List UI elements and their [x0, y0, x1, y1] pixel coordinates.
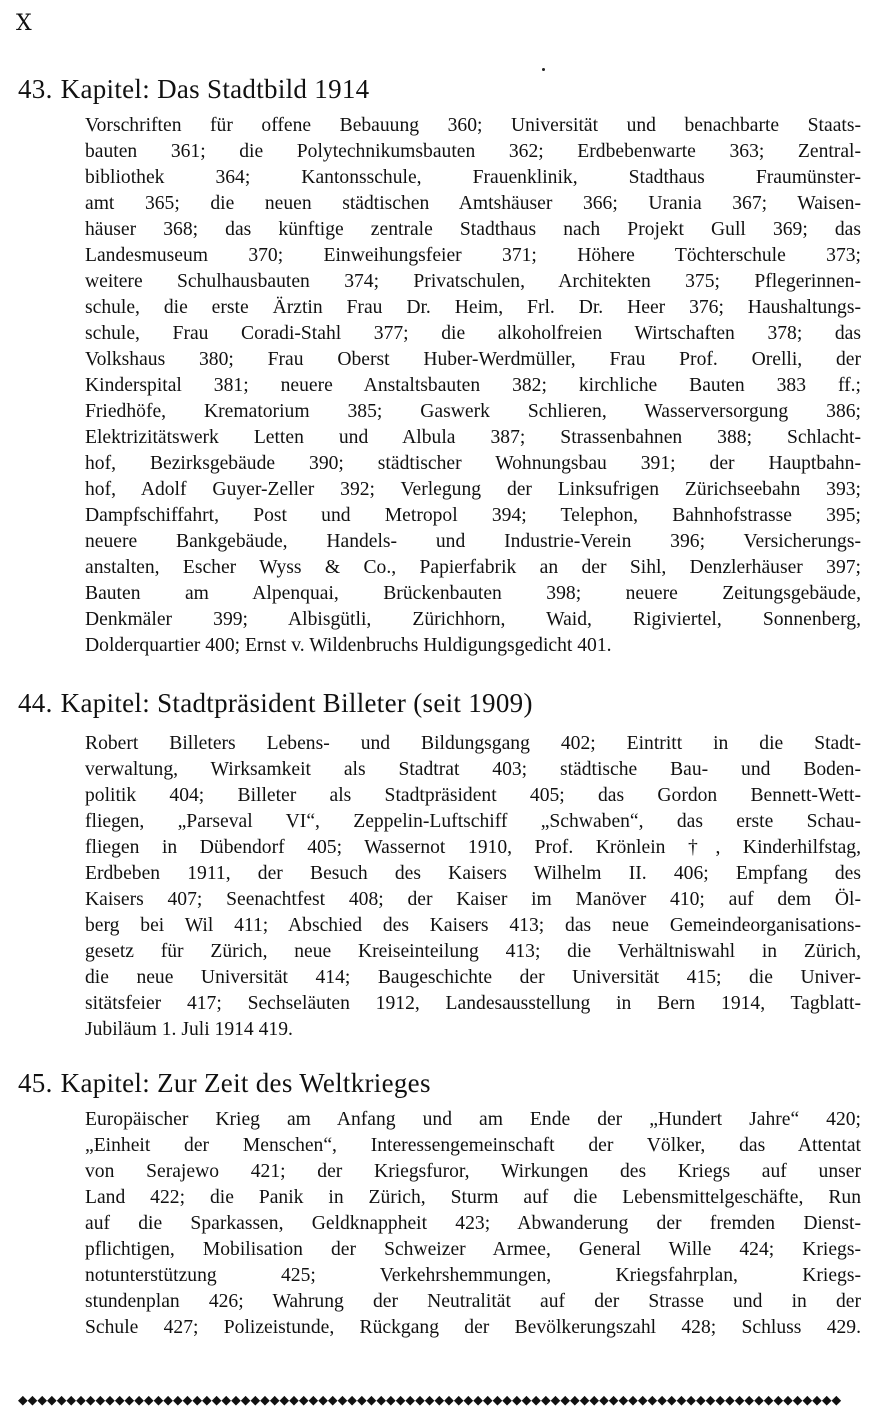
text-line: schule, die erste Ärztin Frau Dr. Heim, Frl. Dr. Heer 376; Haushaltungs-	[85, 297, 861, 318]
text-line: Robert Billeters Lebens- und Bildungsgang 402; Eintritt in die Stadt-	[85, 733, 861, 754]
text-line: Jubiläum 1. Juli 1914 419.	[85, 1019, 293, 1040]
text-line: stundenplan 426; Wahrung der Neutralität auf der Strasse und in der	[85, 1291, 861, 1312]
text-line: notunterstützung 425; Verkehrshemmungen, Kriegsfahrplan, Kriegs-	[85, 1265, 861, 1286]
text-line: Volkshaus 380; Frau Oberst Huber-Werdmüller, Frau Prof. Orelli, der	[85, 349, 861, 370]
text-line: die neue Universität 414; Baugeschichte der Universität 415; die Univer-	[85, 967, 861, 988]
text-line: Bauten am Alpenquai, Brückenbauten 398; neuere Zeitungsgebäude,	[85, 583, 861, 604]
text-line: Dolderquartier 400; Ernst v. Wildenbruchs Huldigungsgedicht 401.	[85, 635, 612, 656]
text-line: weitere Schulhausbauten 374; Privatschulen, Architekten 375; Pflegerinnen-	[85, 271, 861, 292]
text-line: politik 404; Billeter als Stadtpräsident 405; das Gordon Bennett-Wett-	[85, 785, 861, 806]
text-line: auf die Sparkassen, Geldknappheit 423; Abwanderung der fremden Dienst-	[85, 1213, 861, 1234]
text-line: fliegen, „Parseval VI“, Zeppelin-Luftschiff „Schwaben“, das erste Schau-	[85, 811, 861, 832]
text-line: Friedhöfe, Krematorium 385; Gaswerk Schlieren, Wasserversorgung 386;	[85, 401, 861, 422]
text-line: Kinderspital 381; neuere Anstaltsbauten 382; kirchliche Bauten 383 ff.;	[85, 375, 861, 396]
text-line: sitätsfeier 417; Sechseläuten 1912, Landesausstellung in Bern 1914, Tagblatt-	[85, 993, 861, 1014]
text-line: hof, Bezirksgebäude 390; städtischer Wohnungsbau 391; der Hauptbahn-	[85, 453, 861, 474]
ornamental-rule: ◆◆◆◆◆◆◆◆◆◆◆◆◆◆◆◆◆◆◆◆◆◆◆◆◆◆◆◆◆◆◆◆◆◆◆◆◆◆◆◆◆◆◆◆◆◆◆◆◆◆◆◆◆◆◆◆◆◆◆◆◆◆◆◆◆◆◆◆◆◆◆◆◆◆◆◆◆◆◆◆◆◆◆◆◆	[18, 1392, 842, 1407]
text-line: Kaisers 407; Seenachtfest 408; der Kaiser im Manöver 410; auf dem Öl-	[85, 889, 861, 910]
text-line: „Einheit der Menschen“, Interessengemeinschaft der Völker, das Attentat	[85, 1135, 861, 1156]
chapter-number: 43.	[18, 74, 53, 104]
text-line: Land 422; die Panik in Zürich, Sturm auf die Lebensmittelgeschäfte, Run	[85, 1187, 861, 1208]
text-line: schule, Frau Coradi-Stahl 377; die alkoholfreien Wirtschaften 378; das	[85, 323, 861, 344]
text-line: gesetz für Zürich, neue Kreiseinteilung 413; die Verhältniswahl in Zürich,	[85, 941, 861, 962]
text-line: Denkmäler 399; Albisgütli, Zürichhorn, Waid, Rigiviertel, Sonnenberg,	[85, 609, 861, 630]
text-line: Landesmuseum 370; Einweihungsfeier 371; Höhere Töchterschule 373;	[85, 245, 861, 266]
chapter-title: Kapitel: Das Stadtbild 1914	[60, 74, 370, 104]
text-line: Erdbeben 1911, der Besuch des Kaisers Wilhelm II. 406; Empfang des	[85, 863, 861, 884]
text-line: verwaltung, Wirksamkeit als Stadtrat 403; städtische Bau- und Boden-	[85, 759, 861, 780]
chapter-title: Kapitel: Zur Zeit des Weltkrieges	[60, 1068, 431, 1098]
text-line: neuere Bankgebäude, Handels- und Industrie-Verein 396; Versicherungs-	[85, 531, 861, 552]
text-line: amt 365; die neuen städtischen Amtshäuser 366; Urania 367; Waisen-	[85, 193, 861, 214]
chapter-heading	[18, 1066, 431, 1100]
chapter-summary	[85, 1107, 861, 1341]
text-line: Europäischer Krieg am Anfang und am Ende der „Hundert Jahre“ 420;	[85, 1109, 861, 1130]
text-line: von Serajewo 421; der Kriegsfuror, Wirkungen des Kriegs auf unser	[85, 1161, 861, 1182]
chapter-summary	[85, 731, 861, 1043]
text-line: Elektrizitätswerk Letten und Albula 387; Strassenbahnen 388; Schlacht-	[85, 427, 861, 448]
text-line: häuser 368; das künftige zentrale Stadthaus nach Projekt Gull 369; das	[85, 219, 861, 240]
text-line: bauten 361; die Polytechnikumsbauten 362; Erdbebenwarte 363; Zentral-	[85, 141, 861, 162]
chapter-number: 45.	[18, 1068, 53, 1098]
chapter-heading	[18, 72, 369, 106]
chapter-number: 44.	[18, 688, 53, 718]
chapter-title: Kapitel: Stadtpräsident Billeter (seit 1909)	[60, 688, 533, 718]
chapter-summary	[85, 113, 861, 659]
page-number: X	[16, 11, 33, 36]
text-line: hof, Adolf Guyer-Zeller 392; Verlegung der Linksufrigen Zürichseebahn 393;	[85, 479, 861, 500]
text-line: bibliothek 364; Kantonsschule, Frauenklinik, Stadthaus Fraumünster-	[85, 167, 861, 188]
text-line: Schule 427; Polizeistunde, Rückgang der Bevölkerungszahl 428; Schluss 429.	[85, 1317, 861, 1338]
text-line: pflichtigen, Mobilisation der Schweizer Armee, General Wille 424; Kriegs-	[85, 1239, 861, 1260]
print-speck	[542, 68, 545, 71]
text-line: Dampfschiffahrt, Post und Metropol 394; Telephon, Bahnhofstrasse 395;	[85, 505, 861, 526]
text-line: Vorschriften für offene Bebauung 360; Universität und benachbarte Staats-	[85, 115, 861, 136]
chapter-heading	[18, 686, 533, 720]
text-line: berg bei Wil 411; Abschied des Kaisers 413; das neue Gemeindeorganisations-	[85, 915, 861, 936]
text-line: anstalten, Escher Wyss & Co., Papierfabrik an der Sihl, Denzlerhäuser 397;	[85, 557, 861, 578]
text-line: fliegen in Dübendorf 405; Wassernot 1910, Prof. Krönlein †, Kinderhilfstag,	[85, 837, 861, 858]
